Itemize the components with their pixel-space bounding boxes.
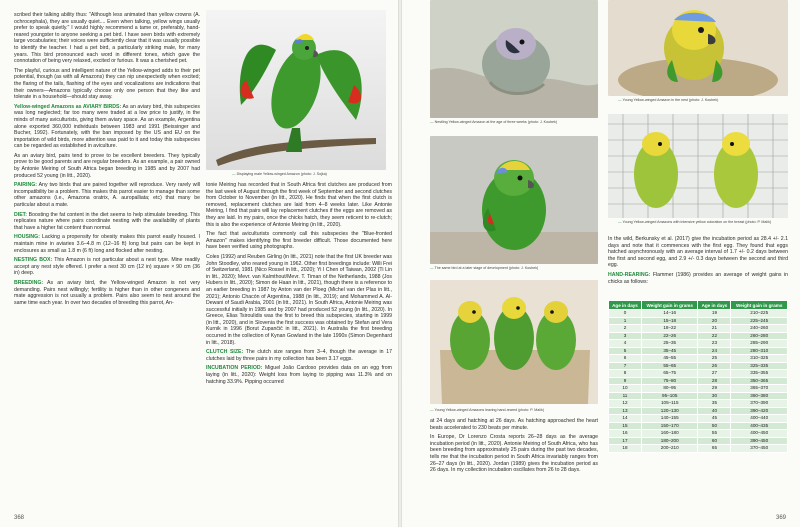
parrot-photo-young-nest	[608, 0, 788, 96]
table-cell: 5	[609, 347, 642, 355]
page-number: 369	[775, 515, 786, 521]
paragraph: The fact that aviculturists commonly call this subspecies the "Blue-fronted Amazon" makes identifying the first breeder difficult. Those documented here have been verified using photographs.	[206, 231, 392, 251]
table-cell: 140–155	[641, 415, 698, 423]
table-cell: 22	[698, 332, 731, 340]
table-row	[609, 340, 788, 348]
table-row	[609, 325, 788, 333]
table-cell: 95–105	[641, 392, 698, 400]
table-cell: 335–355	[731, 370, 788, 378]
table-cell: 370–450	[731, 445, 788, 453]
table-row	[609, 407, 788, 415]
table-cell: 360–380	[731, 392, 788, 400]
table-row	[609, 377, 788, 385]
table-cell: 12	[609, 400, 642, 408]
table-cell: 150–170	[641, 422, 698, 430]
section-aviary: Yellow-winged Amazons as AVIARY BIRDS: As an aviary bird, this subspecies was long neglected; far too many were traded at a low price to justify, in the minds of many aviculturists, giving them aviary space. As an example, Argentina alone exported 360,000 individuals between 1983 and 1991 (Beissinger and Bucher, 1992). Fortunately, with the ban imposed by the US and EU on the importation of wild birds, more attention was paid to it and today this subspecies can be regarded as established in aviculture.	[14, 103, 200, 150]
left-column-1	[14, 12, 200, 510]
table-cell: 365–370	[731, 385, 788, 393]
parrot-photo-displaying-male	[206, 10, 386, 170]
table-row	[609, 347, 788, 355]
table-row	[609, 430, 788, 438]
table-body	[609, 310, 788, 453]
table-cell: 160–180	[641, 430, 698, 438]
table-cell: 13	[609, 407, 642, 415]
table-cell: 21	[698, 325, 731, 333]
section-housing: HOUSING: Lacking a propensity for obesity makes this parrot easily housed. I maintain mine in aviaries 3.6–4.8 m (12–16 ft) long but pairs can be kept in enclosures as small as 1.8 m (6 ft) long and flocked after nesting.	[14, 234, 200, 254]
table-cell: 15–18	[641, 317, 698, 325]
table-cell: 17	[609, 437, 642, 445]
weight-gain-table	[608, 300, 788, 453]
table-cell: 285–290	[731, 340, 788, 348]
section-incubation: INCUBATION PERIOD: Miguel João Cardoso provides data on an egg from laying (in litt., 2020): Weight loss from laying to pipping was 11.3% and on hatching 33.9%. Pipping occurred	[206, 365, 392, 385]
parrot-photo-nestling	[430, 0, 598, 118]
right-page	[402, 0, 800, 527]
table-cell: 260–280	[731, 332, 788, 340]
table-cell: 400–435	[731, 422, 788, 430]
section-breeders: As an aviary bird, pairs tend to prove to be excellent breeders. They typically prove to be good parents and are regular breeders. As an example, a pair owned by Antonie Meiring of South Africa began breeding in 1985 and by 2007 had produced 52 young (in litt., 2020).	[14, 152, 200, 179]
section-hand-rearing: HAND-REARING: Flammer (1986) provides an average of weight gains in chicks as follows:	[608, 271, 788, 285]
table-cell: 7	[609, 362, 642, 370]
table-cell: 75–80	[641, 377, 698, 385]
table-cell: 390–420	[731, 407, 788, 415]
table-cell: 2	[609, 325, 642, 333]
table-cell: 35	[698, 400, 731, 408]
table-header: Weight gain in grams	[731, 301, 788, 310]
table-cell: 310–325	[731, 355, 788, 363]
caption-later-stage: — The same bird at a later stage of development (photo: J. Koubek)	[430, 266, 598, 270]
table-cell: 45	[698, 415, 731, 423]
section-breeding: BREEDING: As an aviary bird, the Yellow-winged Amazon is not very demanding. Pairs nest willingly; fertility is higher than in other congeners and mate aggression is not usually a problem. Pairs also seem to nest around the same time each year. In over two decades of breeding this parrot, An-	[14, 279, 200, 306]
table-cell: 400–450	[731, 430, 788, 438]
table-cell: 325–335	[731, 362, 788, 370]
table-cell: 350–365	[731, 377, 788, 385]
table-cell: 370–390	[731, 400, 788, 408]
table-cell: 180–200	[641, 437, 698, 445]
table-cell: 23	[698, 340, 731, 348]
table-cell: 40	[698, 407, 731, 415]
table-cell: 29	[698, 385, 731, 393]
table-cell: 4	[609, 340, 642, 348]
caption-young-nest: — Young Yellow-winged Amazon in the nest (photo: J. Koubek)	[618, 98, 788, 102]
table-cell: 390–450	[731, 437, 788, 445]
table-cell: 20	[698, 317, 731, 325]
right-column-1	[430, 418, 598, 512]
caption-nestling: — Nestling Yellow-winged Amazon at the age of three weeks (photo: J. Koubek)	[430, 120, 598, 124]
table-header: Age in days	[609, 301, 642, 310]
table-row	[609, 422, 788, 430]
table-cell: 280–310	[731, 347, 788, 355]
paragraph: scribed their talking ability thus: "Although less animated than yellow crowns (A. ochrocephala), they are usually quiet.... Even when talking, yellow wings usually prefer to speak quietly." I would highly recommend a tame or, preferably, hand-reared youngster to anyone seeking a pet bird. I have seen birds with extremely large vocabularies; their voices were sufficiently clear that it was usually possible to identify the teacher. I had a pet bird, a particularly striking male, for many years. This bird pronounced each word in different tones, which gave the connotation of being very relaxed, excited or furious. It was a cherished pet.	[14, 12, 200, 65]
right-column-2	[608, 236, 788, 296]
section-diet: DIET: Boosting the fat content in the diet seems to help stimulate breeding. This replicates nature where pairs coordinate nesting with the availability of plants that have a higher fat content than normal.	[14, 211, 200, 231]
table-cell: 6	[609, 355, 642, 363]
table-cell: 65–75	[641, 370, 698, 378]
table-cell: 65	[698, 445, 731, 453]
table-cell: 25	[698, 355, 731, 363]
table-cell: 0	[609, 310, 642, 318]
table-cell: 120–130	[641, 407, 698, 415]
section-nesting-box: NESTING BOX: This Amazon is not particular about a nest type. Mine readily accept any nest style offered. I prefer a nest 30 cm (12 in) square × 90 cm (36 in) deep.	[14, 257, 200, 277]
paragraph: The playful, curious and intelligent nature of the Yellow-winged adds to their pet potential, though (as with all Amazons) they can nip unexpectedly when excited; the flaring of the tails, flashing of the eyes and vocalizations are indications that their owners—Amazons typically choose only one person that they like and tolerate in a household—should stay away.	[14, 67, 200, 101]
table-header-row	[609, 301, 788, 310]
table-cell: 1	[609, 317, 642, 325]
table-cell: 27	[698, 370, 731, 378]
table-cell: 55–65	[641, 362, 698, 370]
table-cell: 3	[609, 332, 642, 340]
table-cell: 14–16	[641, 310, 698, 318]
table-cell: 105–115	[641, 400, 698, 408]
table-cell: 10	[609, 385, 642, 393]
paragraph: In Europe, Dr Lorenzo Crosta reports 26–28 days as the average incubation period (in litt., 2020). Antonie Meiring of South Africa, who has been breeding from approximately 25 pairs during the past two decades, tells me that the incubation period in South Africa invariably ranges from 26–27 days (in litt., 2020). Jordan (1989) gives the incubation period as 26 days. In my collection incubation oscillates from 26 to 28 days.	[430, 434, 598, 474]
caption-yellow-breast: — Young Yellow-winged Amazons with intensive yellow coloration on the breast (photo: P. Malík)	[618, 220, 788, 224]
table-row	[609, 437, 788, 445]
table-cell: 11	[609, 392, 642, 400]
table-cell: 45–55	[641, 355, 698, 363]
table-cell: 30	[698, 392, 731, 400]
table-cell: 22–26	[641, 332, 698, 340]
table-row	[609, 385, 788, 393]
parrot-photo-fledglings	[430, 280, 598, 404]
table-cell: 200–210	[641, 445, 698, 453]
table-row	[609, 370, 788, 378]
table-row	[609, 355, 788, 363]
table-cell: 225–245	[731, 317, 788, 325]
paragraph: In the wild, Berkunsky et al. (2017) give the incubation period as 28.4 +/- 2.1 days and note that it commences with the first egg. They found that eggs hatched asynchronously with an average interval of 1.7 +/- 0.2 days between the first and second egg, and 2.9 +/- 0.3 days between the second and third egg.	[608, 236, 788, 269]
table-row	[609, 317, 788, 325]
table-cell: 15	[609, 422, 642, 430]
table-cell: 19	[698, 310, 731, 318]
page-number: 368	[14, 515, 25, 521]
table-cell: 18–22	[641, 325, 698, 333]
parrot-photo-yellow-breast	[608, 114, 788, 218]
table-cell: 8	[609, 370, 642, 378]
table-cell: 55	[698, 430, 731, 438]
photo-caption: — Displaying male Yellow-winged Amazon (photo: J. Sojka)	[232, 172, 392, 176]
table-header: Weight gain in grams	[641, 301, 698, 310]
table-cell: 24	[698, 347, 731, 355]
table-row	[609, 415, 788, 423]
section-pairing: PAIRING: Any two birds that are paired together will reproduce. Very rarely will incompatibility be a problem. This makes this parrot easier to manage than some other amazons (i.e., Amazona oratrix, A. auropalliata; etc) that many be particular about a mate.	[14, 182, 200, 209]
paragraph: at 24 days and hatching at 26 days. As hatching approached the heart beats accelerated to 230 beats per minute.	[430, 418, 598, 431]
left-page	[0, 0, 398, 527]
table-row	[609, 392, 788, 400]
table-cell: 16	[609, 430, 642, 438]
table-cell: 210–225	[731, 310, 788, 318]
table-cell: 35–45	[641, 347, 698, 355]
table-cell: 80–95	[641, 385, 698, 393]
table-row	[609, 332, 788, 340]
table-cell: 14	[609, 415, 642, 423]
table-cell: 50	[698, 422, 731, 430]
table-cell: 28	[698, 377, 731, 385]
table-cell: 60	[698, 437, 731, 445]
table-header: Age in days	[698, 301, 731, 310]
table-cell: 240–260	[731, 325, 788, 333]
table-row	[609, 445, 788, 453]
parrot-photo-later-stage	[430, 136, 598, 264]
table-cell: 25–35	[641, 340, 698, 348]
paragraph: Coles (1992) and Reuben Girling (in litt., 2021) note that the first UK breeder was John Stoodley, who reared young in 1962. Other first breedings include: Willi Frei of Switzerland, 1981 (Nico Rossel in litt., 2020); Yi I Chen of Taiwan, 2002 (Ti Lin in litt., 2020); Mevr. van Kalmthout/Mevr. T. Timan of the Netherlands, 1988 (Jos Hubers in litt., 2020); Simon de Haan in litt., 2021), though there is a reference to an earlier breeding in 1987 by Anton van der Ploeg (Michel van der Plas in litt., 2021); Antonio Chacón of Argentina, 1988 (in litt., 2019); and Mohammed A. Al-Dewani of Saudi Arabia, 2001 (in litt., 2021). In South Africa, Antonie Meiring was successful initially in 1985 and by 2007 had produced 52 young (in litt., 2020). In Greece, Elias Tsiroulidis was the first to breed this subspecies, starting in 1999 (in litt., 2020), and in Slovenia the first success was obtained by Stefan and Vera Kurnik in 1996 (Borut Zupančič in litt., 2021). In Australia the first breeding occurred in the collection of Kynan Gowland in the late 1990s (Simon Degenhard in litt., 2018).	[206, 253, 392, 346]
table-cell: 400–440	[731, 415, 788, 423]
paragraph: tonie Meiring has recorded that in South Africa first clutches are produced from the last week of August through the first week of September and second clutches from October to November (in litt., 2020). He finds that when the first clutch is removed, replacement clutches are laid from 4–8 weeks later. Like Antonie Meiring, I find that pairs will lay replacement clutches if the eggs are removed as they are laid. In my pairs, once the chicks hatch, they seem reticent to re-clutch; this is also the experience of Antonie Meiring (in litt., 2020).	[206, 182, 392, 228]
table-cell: 26	[698, 362, 731, 370]
table-row	[609, 310, 788, 318]
section-clutch-size: CLUTCH SIZE: The clutch size ranges from 3–4, though the average in 17 clutches laid by three pairs in my collection has been 3.17 eggs.	[206, 349, 392, 362]
caption-fledglings: — Young Yellow-winged Amazons leaving hand-reared (photo: P. Malík)	[430, 408, 598, 412]
left-column-2	[206, 182, 392, 510]
table-cell: 18	[609, 445, 642, 453]
table-row	[609, 400, 788, 408]
table-cell: 9	[609, 377, 642, 385]
table-row	[609, 362, 788, 370]
